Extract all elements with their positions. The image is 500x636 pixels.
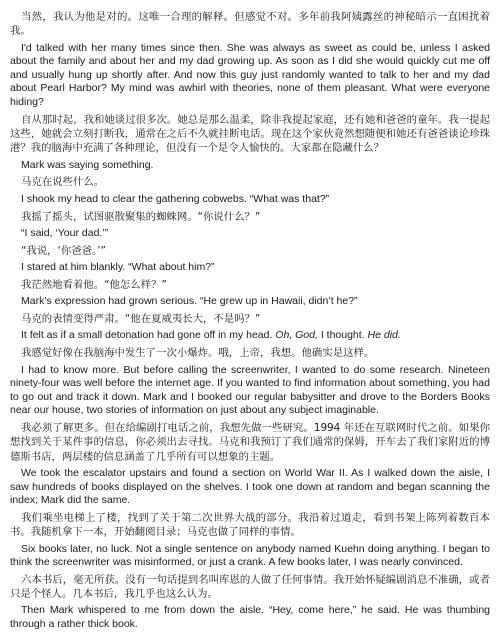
paragraph-en: I had to know more. But before calling the screenwriter, I wanted to do some research. Nineteen ninety-four was well before the internet age. If you wanted to find information about something, you had to go out and track it down. Mark and I booked our regular babysitter and drove to the Borders Books near our house, two stories of information on just about any subject imaginable. xyxy=(10,363,490,417)
paragraph-cn: 我摇了摇头，试图驱散聚集的蜘蛛网。“你说什么？” xyxy=(21,210,261,223)
paragraph-en: Mark’s expression had grown serious. “He grew up in Hawaii, didn’t he?” xyxy=(21,295,358,308)
paragraph-cn: 我必须了解更多。但在给编剧打电话之前，我想先做一些研究。1994 年还在互联网时代之前。如果你想找到关于某件事的信息，你必须出去寻找。马克和我预订了我们通常的保姆，开车去了我们家附近的博德斯书店，两层楼的信息涵盖了几乎所有可以想象的主题。 xyxy=(10,422,490,463)
paragraph-en xyxy=(10,329,490,343)
italic-text: Oh, God, xyxy=(275,329,318,342)
paragraph-en: Mark was saying something. xyxy=(21,158,154,171)
paragraph-en: Then Mark whispered to me from down the aisle. “Hey, come here,” he said. He was thumbing through a rather thick book. xyxy=(10,604,490,631)
paragraph-cn: 马克的表情变得严肃。“他在夏威夷长大，不是吗？” xyxy=(21,313,261,326)
paragraph-en: I stared at him blankly. “What about him?” xyxy=(21,261,215,274)
paragraph-cn: 我茫然地看着他。“他怎么样？” xyxy=(21,278,167,291)
paragraph-en: We took the escalator upstairs and found a section on World War II. As I walked down the aisle, I saw hundreds of books displayed on the shelves. I took one down at random and began scanning the index; Mark did the same. xyxy=(10,466,490,507)
paragraph-cn: 六本书后，毫无所获。没有一句话提到名叫库恩的人做了任何事情。我开始怀疑编剧消息不准确，或者只是个怪人。几本书后，我几乎也这么认为。 xyxy=(10,573,490,601)
paragraph-en: Six books later, no luck. Not a single sentence on anybody named Kuehn doing anything. I began to think the screenwriter was misinformed, or just a crank. A few books later, I was nearly convinced. xyxy=(10,542,490,569)
paragraph-cn: 自从那时起，我和她谈过很多次。她总是那么温柔，除非我提起家庭，还有她和爸爸的童年。我一提起这些，她就会立刻打断我，通常在之后不久就挂断电话。现在这个家伙竟然想随便和她还有爸爸谈论珍珠港？我的脑海中充满了各种理论，但没有一个是令人愉快的。大家都在隐藏什么？ xyxy=(10,113,490,155)
paragraph-cn: 当然，我认为他是对的。这唯一合理的解释。但感觉不对。多年前我阿姨露丝的神秘暗示一直困扰着我。 xyxy=(10,11,490,38)
text-run: I thought. xyxy=(317,329,368,342)
paragraph-cn: 我们乘坐电梯上了楼，找到了关于第二次世界大战的部分。我沿着过道走，看到书架上陈列着数百本书。我随机拿下一本，开始翻阅目录；马克也做了同样的事情。 xyxy=(10,511,490,539)
text-run: It felt as if a small detonation had gone off in my head. xyxy=(21,329,276,342)
paragraph-cn: 我感觉好像在我脑海中发生了一次小爆炸。哦，上帝，我想。他确实是这样。 xyxy=(21,347,375,360)
italic-text: He did. xyxy=(367,329,401,342)
paragraph-cn: 马克在说些什么。 xyxy=(21,176,105,189)
paragraph-en: I shook my head to clear the gathering cobwebs. “What was that?” xyxy=(21,192,330,205)
paragraph-en: I'd talked with her many times since then. She was always as sweet as could be, unless I asked about the family and about her and my dad growing up. As soon as I did she would quickly cut me off and usually hung up shortly after. And now this guy just randomly wanted to talk to her and my dad about Pearl Harbor? My mind was awhirl with theories, none of them pleasant. What were everyone hiding? xyxy=(10,41,490,108)
paragraph-cn: “我说，‘你爸爸。’” xyxy=(21,244,106,257)
paragraph-en: “I said, ‘Your dad.’” xyxy=(21,226,109,239)
